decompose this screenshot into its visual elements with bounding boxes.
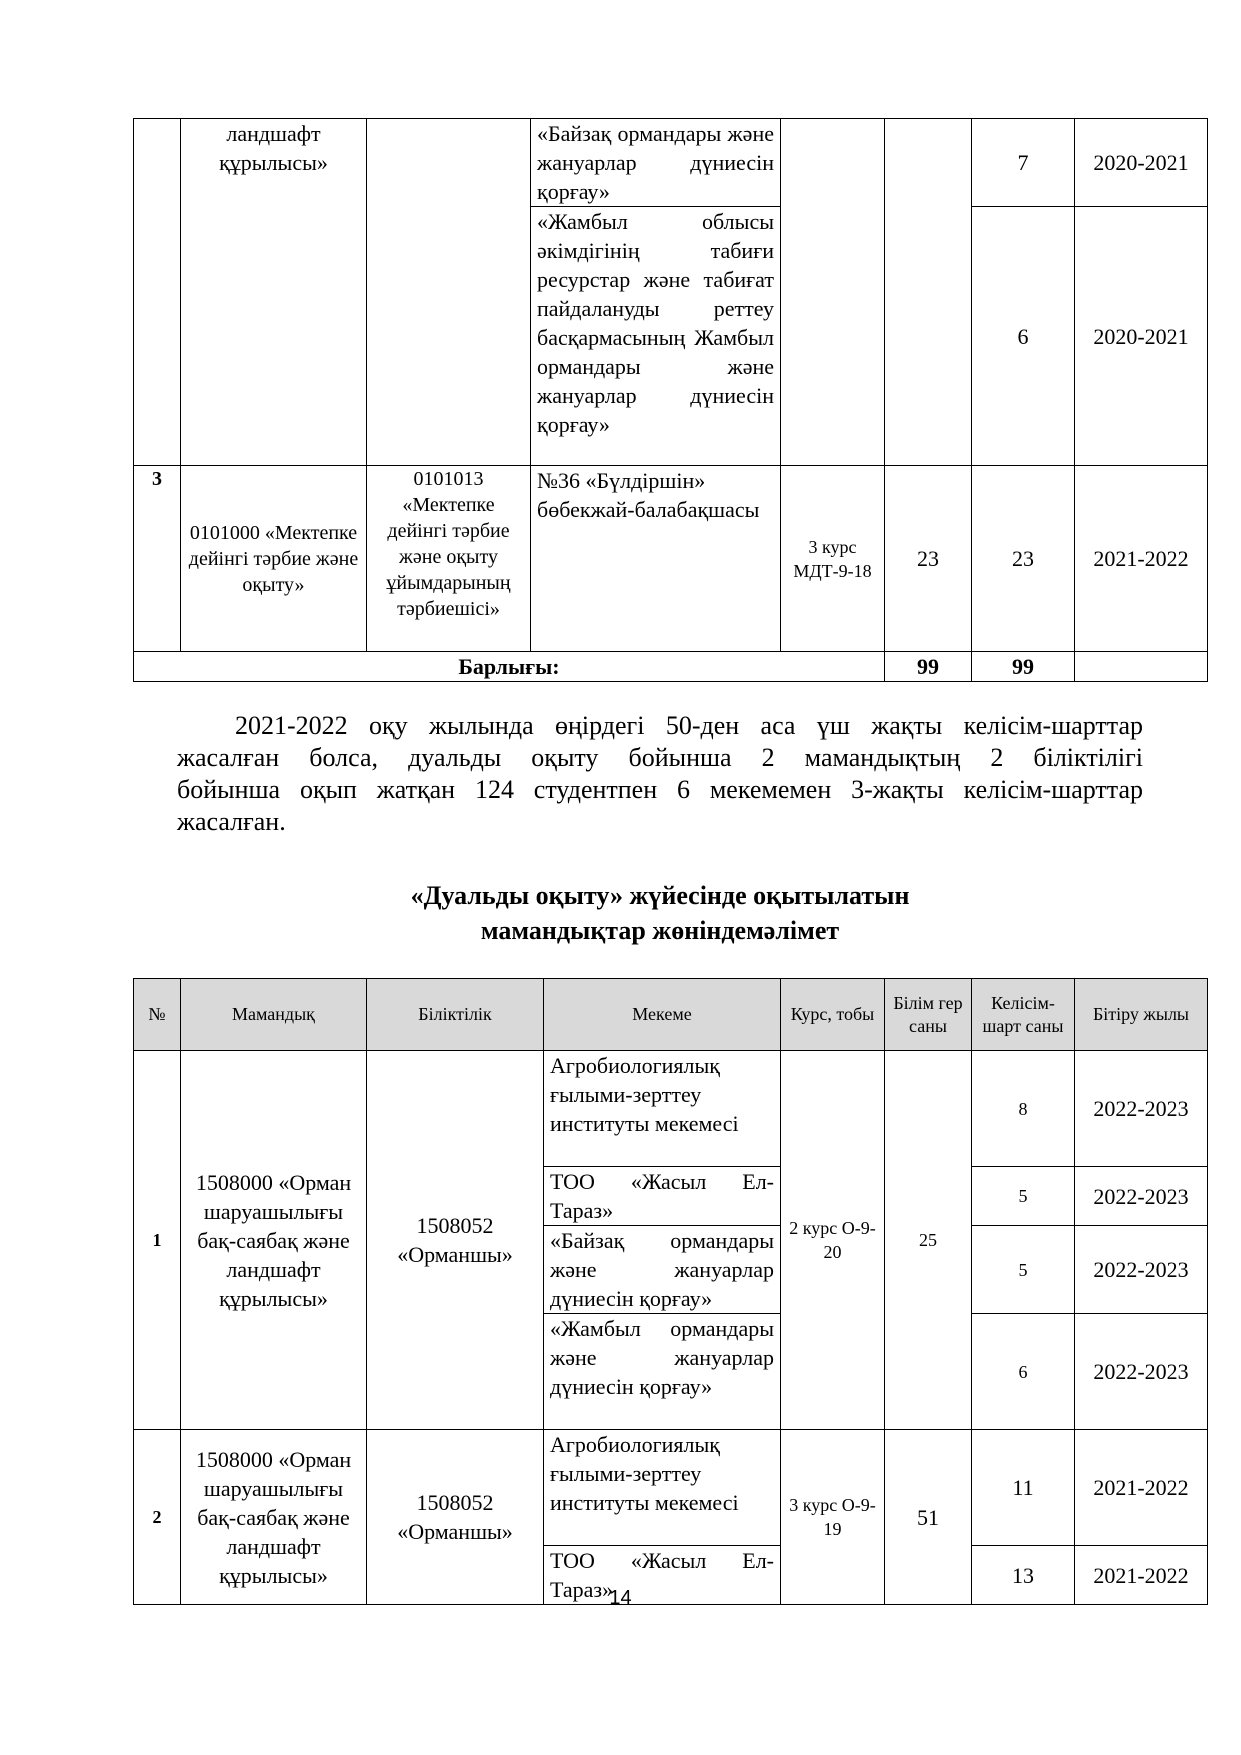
page-number: 14 [609,1587,632,1609]
bitiru-cell: 2021-2022 [1075,1546,1208,1605]
no-cell: 1 [134,1051,181,1430]
kurs-cell: 3 курс МДТ-9-18 [781,466,885,652]
bitiru-cell: 2022-2023 [1075,1051,1208,1167]
mekeme-cell: ТОО «Жасыл Ел-Тараз» [544,1167,781,1226]
header-kurs: Курс, тобы [781,979,885,1051]
dual-training-table [133,978,1208,1605]
no-cell: 3 [134,466,181,652]
paragraph-line: 2021-2022 оқу жылында өңірдегі 50-ден аса үш жақты келісім-шарттар [235,711,1143,740]
table-row [134,1051,1208,1167]
bitiru-cell: 2022-2023 [1075,1314,1208,1430]
mamandyk-cell: 1508000 «Орман шаруашылығы бақ-саябақ және ландшафт құрылысы» [181,1051,367,1430]
paragraph-line: бойынша оқып жатқан 124 студентпен 6 мекемемен 3-жақты келісім-шарттар [177,775,1143,804]
paragraph-line: жасалған болса, дуальды оқыту бойынша 2 мамандықтың 2 біліктілігі [177,743,1143,772]
kelisim-cell: 6 [972,207,1075,466]
biliktilik-cell: 1508052 «Орманшы» [367,1051,544,1430]
section-heading [177,878,1143,948]
body-paragraph [177,710,1143,838]
mekeme-cell: «Байзақ ормандары және жануарлар дүниесін қорғау» [544,1226,781,1314]
bilim-cell [885,119,972,466]
header-row [134,979,1208,1051]
table-row [134,119,1208,207]
bilim-cell: 25 [885,1051,972,1430]
header-no: № [134,979,181,1051]
heading-line: «Дуальды оқыту» жүйесінде оқытылатын [410,881,910,910]
mekeme-cell: №36 «Бүлдіршін» бөбекжай-балабақшасы [531,466,781,652]
header-biliktilik: Біліктілік [367,979,544,1051]
kelisim-cell: 7 [972,119,1075,207]
bilim-cell: 23 [885,466,972,652]
kelisim-cell: 11 [972,1430,1075,1546]
mamandyk-cell: 1508000 «Орман шаруашылығы бақ-саябақ және ландшафт құрылысы» [181,1430,367,1605]
mekeme-cell: Агробиологиялық ғылыми-зерттеу институты мекемесі [544,1051,781,1167]
biliktilik-cell: 0101013 «Мектепке дейінгі тәрбие және оқыту ұйымдарының тәрбиешісі» [367,466,531,652]
biliktilik-cell: 1508052 «Орманшы» [367,1430,544,1605]
total-label: Барлығы: [134,652,885,682]
kelisim-cell: 6 [972,1314,1075,1430]
kurs-cell: 3 курс О-9-19 [781,1430,885,1605]
mekeme-cell: «Жамбыл облысы әкімдігінің табиғи ресурстар және табиғат пайдалануды реттеу басқармасының Жамбыл ормандары және жануарлар дүниесін қорғау» [531,207,781,466]
bitiru-cell: 2022-2023 [1075,1226,1208,1314]
no-cell: 2 [134,1430,181,1605]
header-mekeme: Мекеме [544,979,781,1051]
kelisim-cell: 5 [972,1226,1075,1314]
paragraph-line: жасалған. [177,807,286,836]
kelisim-cell: 5 [972,1167,1075,1226]
heading-line: мамандықтар жөніндемәлімет [480,916,840,945]
table-row [134,466,1208,652]
biliktilik-cell [367,119,531,466]
header-bitiru: Бітіру жылы [1075,979,1208,1051]
mekeme-cell: «Жамбыл ормандары және жануарлар дүниесін қорғау» [544,1314,781,1430]
bitiru-cell: 2022-2023 [1075,1167,1208,1226]
kelisim-cell: 8 [972,1051,1075,1167]
header-mamandyk: Мамандық [181,979,367,1051]
header-kelisim: Келісім-шарт саны [972,979,1075,1051]
kelisim-cell: 23 [972,466,1075,652]
mamandyk-cell: 0101000 «Мектепке дейінгі тәрбие және оқыту» [181,466,367,652]
kurs-cell: 2 курс О-9-20 [781,1051,885,1430]
kurs-cell [781,119,885,466]
total-empty [1075,652,1208,682]
total-bilim: 99 [885,652,972,682]
bilim-cell: 51 [885,1430,972,1605]
table-row [134,1430,1208,1546]
no-cell [134,119,181,466]
bitiru-cell: 2020-2021 [1075,207,1208,466]
header-bilim: Білім гер саны [885,979,972,1051]
mekeme-cell: «Байзақ ормандары және жануарлар дүниесін қорғау» [531,119,781,207]
mekeme-cell: Агробиологиялық ғылыми-зерттеу институты мекемесі [544,1430,781,1546]
bitiru-cell: 2021-2022 [1075,1430,1208,1546]
mekeme-cell: ТОО «Жасыл Ел-Тараз» [544,1546,781,1605]
kelisim-cell: 13 [972,1546,1075,1605]
mamandyk-cell: ландшафт құрылысы» [181,119,367,466]
bitiru-cell: 2020-2021 [1075,119,1208,207]
total-row [134,652,1208,682]
total-kelisim: 99 [972,652,1075,682]
table-continuation [133,118,1208,682]
bitiru-cell: 2021-2022 [1075,466,1208,652]
